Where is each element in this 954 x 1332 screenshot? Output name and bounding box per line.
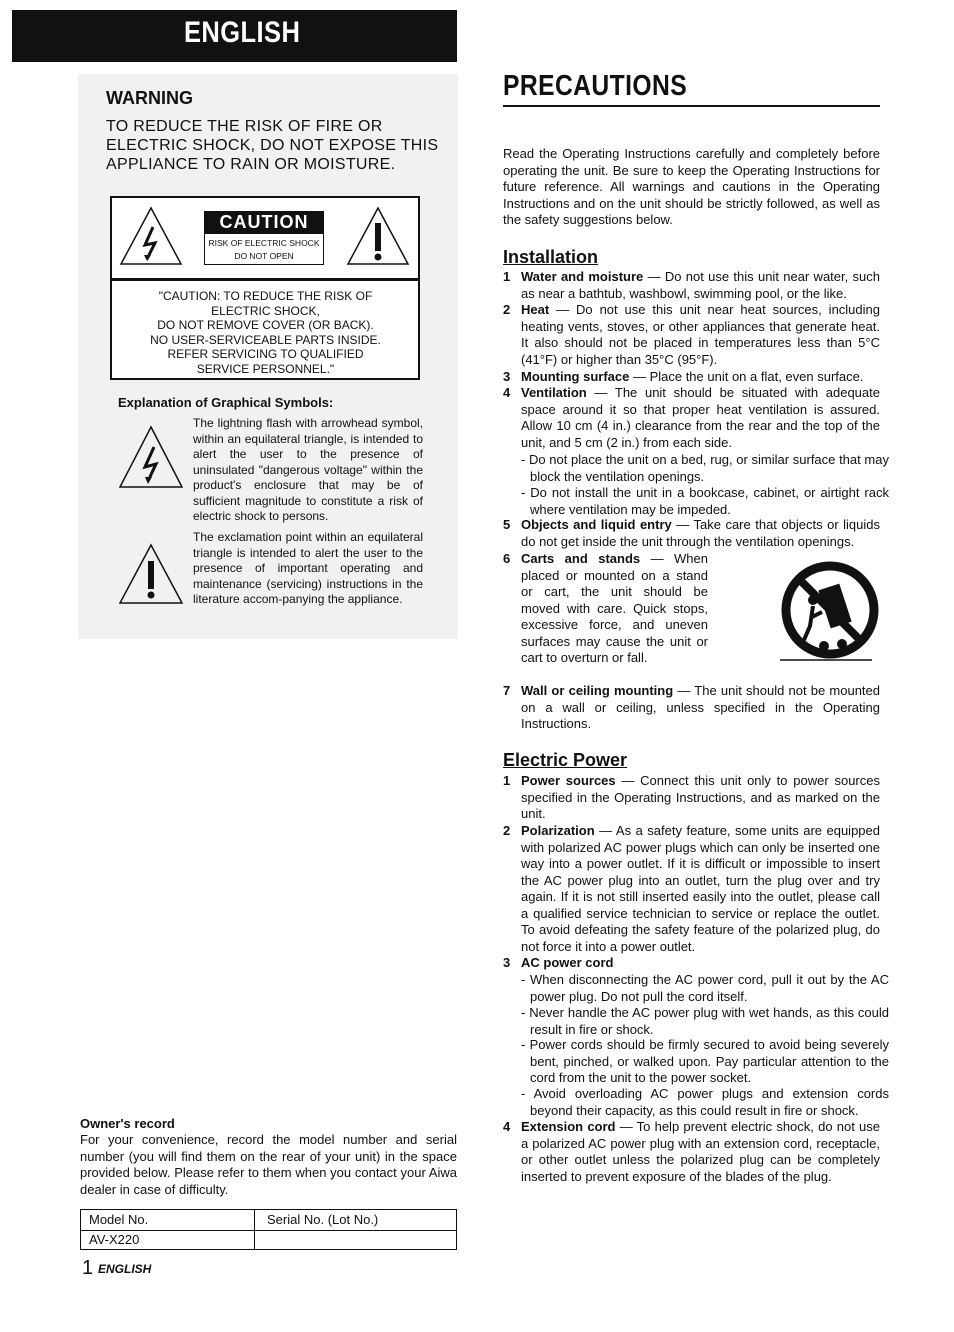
- precautions-title: PRECAUTIONS: [503, 70, 688, 102]
- symbols-title: Explanation of Graphical Symbols:: [118, 395, 334, 410]
- warning-heading: WARNING: [106, 88, 193, 108]
- power-cord-note: - Never handle the AC power plug with wet hands, as this could result in fire or shock.: [521, 1005, 889, 1037]
- caution-divider: [112, 278, 418, 281]
- list-item: 6 Carts and stands — When placed or mounted on a stand or cart, the unit should be moved with care. Quick stops, excessive force, and uneven surfaces may cause the unit or cart to overturn or fall.: [503, 551, 708, 665]
- ventilation-note: - Do not place the unit on a bed, rug, or similar surface that may block the ventilation openings.: [521, 452, 889, 484]
- caution-label: CAUTION: [204, 211, 324, 233]
- lightning-warning-icon: [118, 205, 184, 267]
- model-label: Model No.: [89, 1212, 149, 1227]
- electric-power-heading: Electric Power: [503, 750, 628, 770]
- owner-record-table: [80, 1209, 457, 1250]
- caution-line: NO USER-SERVICEABLE PARTS INSIDE.: [150, 332, 381, 347]
- list-item: 1 Water and moisture — Do not use this unit near water, such as near a bathtub, washbowl, swimming pool, or the like.: [503, 269, 881, 301]
- warning-text: TO REDUCE THE RISK OF FIRE OR ELECTRIC SHOCK, DO NOT EXPOSE THIS APPLIANCE TO RAIN OR MOISTURE.: [106, 118, 439, 173]
- caution-sub-line2: DO NOT OPEN: [234, 251, 294, 261]
- title-rule: [503, 105, 880, 107]
- list-item: 1 Power sources — Connect this unit only to power sources specified in the Operating Instructions, and as marked on the unit.: [503, 773, 880, 821]
- caution-line: REFER SERVICING TO QUALIFIED: [167, 347, 364, 361]
- power-cord-note: - Power cords should be firmly secured to avoid being severely bent, pinched, or walked upon. Pay particular attention to the cord from the unit to the power socket.: [521, 1037, 889, 1085]
- lightning-explanation: The lightning flash with arrowhead symbol, within an equilateral triangle, is intended to alert the user to the presence of uninsulated "dangerous voltage" within the product's enclosure that may be of sufficient magnitude to constitute a risk of electric shock to persons.: [193, 416, 423, 523]
- list-item: 3 Mounting surface — Place the unit on a flat, even surface.: [503, 369, 864, 384]
- caution-message: [118, 289, 413, 376]
- language-header-text: ENGLISH: [184, 16, 301, 49]
- cart-tipover-warning-icon: [780, 560, 880, 664]
- list-item: 3 AC power cord: [503, 955, 614, 970]
- caution-line: ELECTRIC SHOCK,: [211, 303, 320, 318]
- caution-sub-line1: RISK OF ELECTRIC SHOCK: [208, 238, 320, 248]
- list-item: 2 Polarization — As a safety feature, some units are equipped with polarized AC power plugs which can only be inserted one way into a power outlet. If it is difficult or impossible to insert the AC power plug into an outlet, turn the plug over and try again. If it is not still inserted easily into the outlet, please call a qualified service technician to service or replace the outlet. To avoid defeating the safety feature of the polarized plug, do not force it into a power outlet.: [503, 823, 880, 954]
- list-item: 5 Objects and liquid entry — Take care that objects or liquids do not get inside the unit through the ventilation openings.: [503, 517, 880, 549]
- page-number: 1: [82, 1257, 94, 1279]
- caution-line: SERVICE PERSONNEL.": [196, 361, 335, 376]
- language-header-bar: [12, 10, 457, 62]
- model-value: AV-X220: [89, 1232, 140, 1247]
- caution-subtext: [204, 233, 324, 265]
- exclamation-warning-icon: [345, 205, 411, 267]
- precautions-intro: Read the Operating Instructions carefully and completely before operating the unit. Be sure to keep the Operating Instructions for future reference. All warnings and cautions in the Operating Instructions and on the unit should be strictly followed, as well as the safety suggestions below.: [503, 146, 880, 227]
- installation-heading: Installation: [503, 247, 599, 267]
- lightning-triangle-icon: [118, 425, 184, 489]
- power-cord-note: - When disconnecting the AC power cord, pull it out by the AC power plug. Do not pull the cord itself.: [521, 972, 889, 1004]
- power-cord-note: - Avoid overloading AC power plugs and extension cords beyond their capacity, as this could result in fire or shock.: [521, 1086, 889, 1118]
- list-item: 2 Heat — Do not use this unit near heat sources, including heating vents, stoves, or other appliances that generate heat. It also should not be placed in temperatures less than 5°C (41°F) or higher than 35°C (95°F).: [503, 302, 880, 367]
- serial-label: Serial No. (Lot No.): [267, 1212, 379, 1227]
- list-item: 4 Extension cord — To help prevent electric shock, do not use a polarized AC power plug with an extension cord, receptacle, or other outlet unless the polarized plug can be completely inserted to prevent exposure of the blades of the plug.: [503, 1119, 880, 1184]
- exclamation-explanation: The exclamation point within an equilateral triangle is intended to alert the user to the presence of important operating and maintenance (servicing) instructions in the literature accom-panying the appliance.: [193, 530, 423, 606]
- caution-line: DO NOT REMOVE COVER (OR BACK).: [157, 318, 374, 332]
- footer-language: ENGLISH: [98, 1262, 152, 1276]
- list-item: 4 Ventilation — The unit should be situated with adequate space around it so that proper heat ventilation is assured. Allow 10 cm (4 in.) clearance from the rear and the top of the unit, and 5 cm (2 in.) from each side.: [503, 385, 880, 450]
- owner-record-text: For your convenience, record the model number and serial number (you will find them on the rear of your unit) in the space provided below. Please refer to them when you contact your Aiwa dealer in case of difficulty.: [80, 1132, 457, 1197]
- exclamation-triangle-icon: [118, 543, 184, 605]
- ventilation-note: - Do not install the unit in a bookcase, cabinet, or airtight rack where ventilation may be impeded.: [521, 485, 889, 517]
- caution-line: "CAUTION: TO REDUCE THE RISK OF: [158, 289, 373, 303]
- owner-record-title: Owner's record: [80, 1116, 175, 1131]
- list-item: 7 Wall or ceiling mounting — The unit should not be mounted on a wall or ceiling, unless specified in the Operating Instructions.: [503, 683, 880, 731]
